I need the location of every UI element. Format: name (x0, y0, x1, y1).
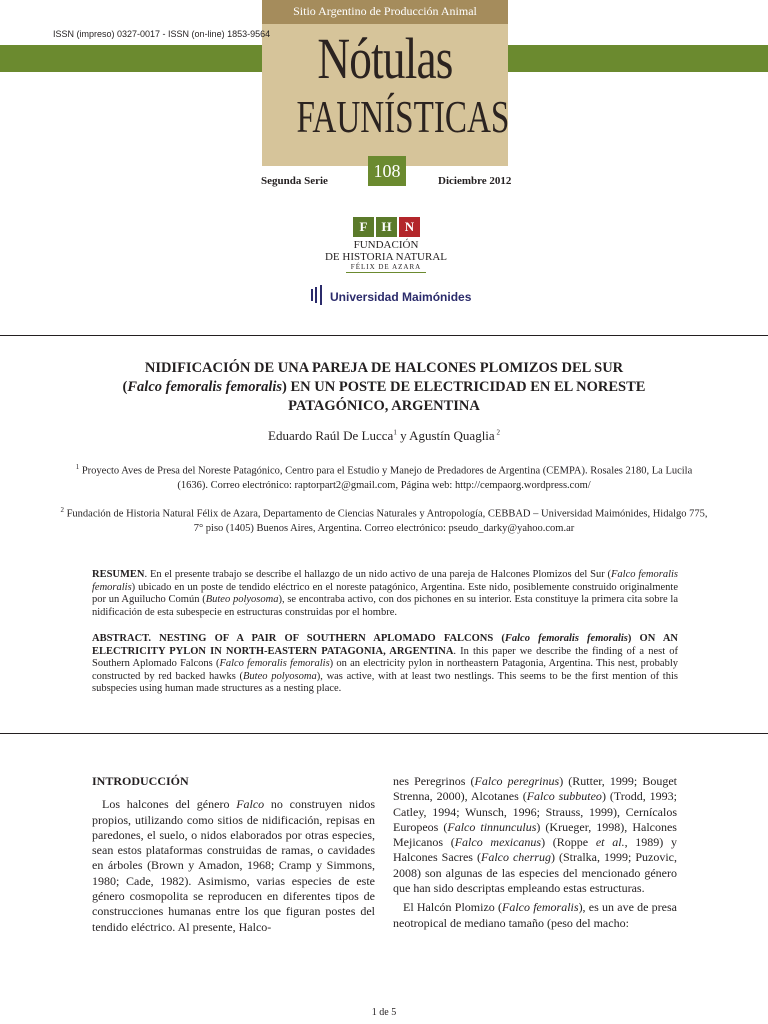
top-divider (0, 335, 768, 336)
left-text-a: Los halcones del género (102, 797, 237, 812)
right-text-e: ) (Roppe (541, 835, 596, 850)
right-text-c: ) (Trodd, 1993; Catley, 1994; Wunsch, 1996; Strauss, 1999), Cernícalos Europeos ( (393, 789, 677, 834)
resumen-paragraph (92, 569, 678, 619)
abstract-title-species: Falco femoralis femoralis (504, 633, 628, 644)
right-text-g: ) (Stralka, 1999; Puzovic, 2008) son algunas de las especies del mencionado género que han sido descriptas empleando estas estructuras. (393, 850, 677, 896)
right-species-3: Falco tinnunculus (447, 819, 537, 834)
right-et-al: et al. (595, 835, 625, 850)
journal-title-line2: FAUNÍSTICAS (296, 91, 510, 142)
resumen-text-a: . En el presente trabajo se describe el hallazgo de un nido activo de una pareja de Halcones Plomizos del Sur ( (144, 569, 612, 580)
abstract-species-1: Falco femoralis femoralis (219, 658, 330, 669)
fhn-letter-h: H (376, 217, 397, 237)
abstract-title-b: ) ON AN ELECTRICITY PYLON IN NORTH-EASTERN PATAGONIA, ARGENTINA (92, 633, 678, 657)
intro-paragraph-1-continued (393, 774, 677, 896)
title-species: Falco femoralis femoralis (127, 379, 283, 395)
fhn-letter-n: N (399, 217, 420, 237)
author-1: Eduardo Raúl De Lucca (268, 428, 394, 443)
bottom-divider (0, 733, 768, 734)
body-left-column (92, 774, 375, 935)
author-2: Agustín Quaglia (409, 428, 495, 443)
resumen-text-c: ), se encontraba activo, con dos pichones en su interior. Esta constituye la primera cita sobre la nidificación de esta subespecie en estructuras construidas por el hombre. (92, 594, 678, 618)
series-label: Segunda Serie (261, 175, 328, 187)
intro-paragraph-2 (393, 900, 677, 931)
fhn-logo (353, 217, 420, 237)
abstract-label: ABSTRACT (92, 633, 149, 644)
resumen-species-2: Buteo polyosoma (205, 594, 279, 605)
affiliation-1-text: Proyecto Aves de Presa del Noreste Patagónico, Centro para el Estudio y Manejo de Predadores de Argentina (CEMPA). Rosales 2180, La Lucila (1636). Correo electrónico: raptorpart2@gmail.com, Página web: http://cempaorg.wordpress.com/ (81, 465, 693, 491)
university-logo-icon (310, 285, 324, 305)
right-species-5: Falco cherrug (480, 850, 551, 865)
article-title (60, 359, 708, 416)
right2-text-b: ), es un ave de presa neotropical de mediano tamaño (peso del macho: (393, 900, 677, 930)
authors: Eduardo Raúl De Lucca$^1$ y Agustín Quaglia $^2$ (268, 428, 500, 443)
body-right-column (393, 774, 677, 931)
right2-species: Falco femoralis (502, 900, 579, 915)
fhn-letter-f: F (353, 217, 374, 237)
felix-underline (346, 272, 426, 273)
university-name: Universidad Maimónides (330, 290, 472, 304)
abstract-species-2: Buteo polyosoma (243, 670, 317, 682)
affiliation-2: $^2$ Fundación de Historia Natural Félix de Azara, Departamento de Ciencias Naturales y Antropología, CEBBAD – Universidad Maimónides, Hidalgo 775, 7° piso (1405) Buenos Aires, Argentina. Correo electrónico: pseudo_darky@yahoo.com.ar (60, 506, 708, 534)
left-genus: Falco (236, 797, 265, 812)
resumen-text-b: ) ubicado en un poste de tendido eléctrico en el noreste patagónico, Argentina. Este nido, posiblemente construido originalmente por un Aguilucho Común ( (92, 581, 678, 605)
title-line2: (Falco femoralis femoralis) EN UN POSTE DE ELECTRICIDAD EN EL NORESTE (122, 379, 646, 395)
right-text-f: , 1989) y Halcones Sacres ( (393, 835, 678, 865)
abstract-paragraph (92, 633, 678, 696)
abstract-text-a: . In this paper we describe the finding of a nest of Southern Aplomado Falcons ( (92, 645, 678, 669)
issn-text: ISSN (impreso) 0327-0017 - ISSN (on-line) 1853-9564 (53, 29, 271, 39)
fundacion-line1: FUNDACIÓN (353, 239, 419, 251)
left-text-b: no construyen nidos propios, utilizando como sitios de nidificación, repisas en paredones, el suelo, o nidos elaborados por otras especies, sean estos plataformas construidas de ramas, o cavidades en árboles (Brown y Amadon, 1968; Cramp y Simmons, 1980; Cade, 1982). Asimismo, varias especies de este género cosmopolita se reproducen en diferentes tipos de construcciones humanas entre los que figuran postes del tendido eléctrico. Al presente, Halco- (92, 797, 376, 934)
title-line2-rest: EN UN POSTE DE ELECTRICIDAD EN EL NORESTE (286, 379, 646, 395)
intro-paragraph-1 (92, 797, 375, 935)
abstract-text-b: ) on an electricity pylon in northeastern Patagonia, Argentina. This nest, probably constructed by red backed hawks ( (92, 658, 678, 682)
abstract-title-a: . NESTING OF A PAIR OF SOUTHERN APLOMADO FALCONS ( (148, 633, 505, 644)
abstract-text-c: ), was active, with at least two nestlings. This seems to be the first mention of this subspecies using human made structures as a nesting place. (92, 670, 678, 694)
right-species-4: Falco mexicanus (454, 835, 542, 850)
fundacion-line2: DE HISTORIA NATURAL (324, 251, 448, 263)
felix-de-azara-label: FÉLIX DE AZARA (350, 263, 422, 271)
fundacion-name (300, 239, 472, 263)
right-text-b: ) (Rutter, 1999; Bouget Strenna, 2000), Alcotanes ( (393, 774, 677, 804)
title-line1: NIDIFICACIÓN DE UNA PAREJA DE HALCONES PLOMIZOS DEL SUR (144, 360, 624, 376)
journal-title-line1: Nótulas (317, 26, 453, 91)
right-species-1: Falco peregrinus (474, 774, 560, 788)
affiliation-2-text: Fundación de Historia Natural Félix de Azara, Departamento de Ciencias Naturales y Antropología, CEBBAD – Universidad Maimónides, Hidalgo 775, 7° piso (1405) Buenos Aires, Argentina. Correo electrónico: pseudo_darky@yahoo.com.ar (66, 508, 708, 534)
section-heading-introduccion: INTRODUCCIÓN (92, 774, 189, 788)
resumen-label: RESUMEN (92, 569, 145, 580)
right2-text-a: El Halcón Plomizo ( (403, 900, 502, 915)
right-text-d: ) (Krueger, 1998), Halcones Mejicanos ( (393, 819, 677, 850)
affiliation-1: $^1$ Proyecto Aves de Presa del Noreste Patagónico, Centro para el Estudio y Manejo de Predadores de Argentina (CEMPA). Rosales 2180, La Lucila (1636). Correo electrónico: raptorpart2@gmail.com, Página web: http://cempaorg.wordpress.com/ (75, 463, 693, 491)
right-species-2: Falco subbuteo (526, 789, 602, 804)
right-text-a: nes Peregrinos ( (393, 774, 475, 788)
site-label: Sitio Argentino de Producción Animal (262, 0, 508, 24)
title-line3: PATAGÓNICO, ARGENTINA (288, 398, 480, 414)
issue-date: Diciembre 2012 (438, 175, 512, 187)
resumen-species-1: Falco femoralis femoralis (92, 569, 678, 593)
page-number: 1 de 5 (371, 1007, 397, 1018)
issue-number: 108 (368, 156, 406, 186)
author-separator: y (396, 428, 410, 443)
